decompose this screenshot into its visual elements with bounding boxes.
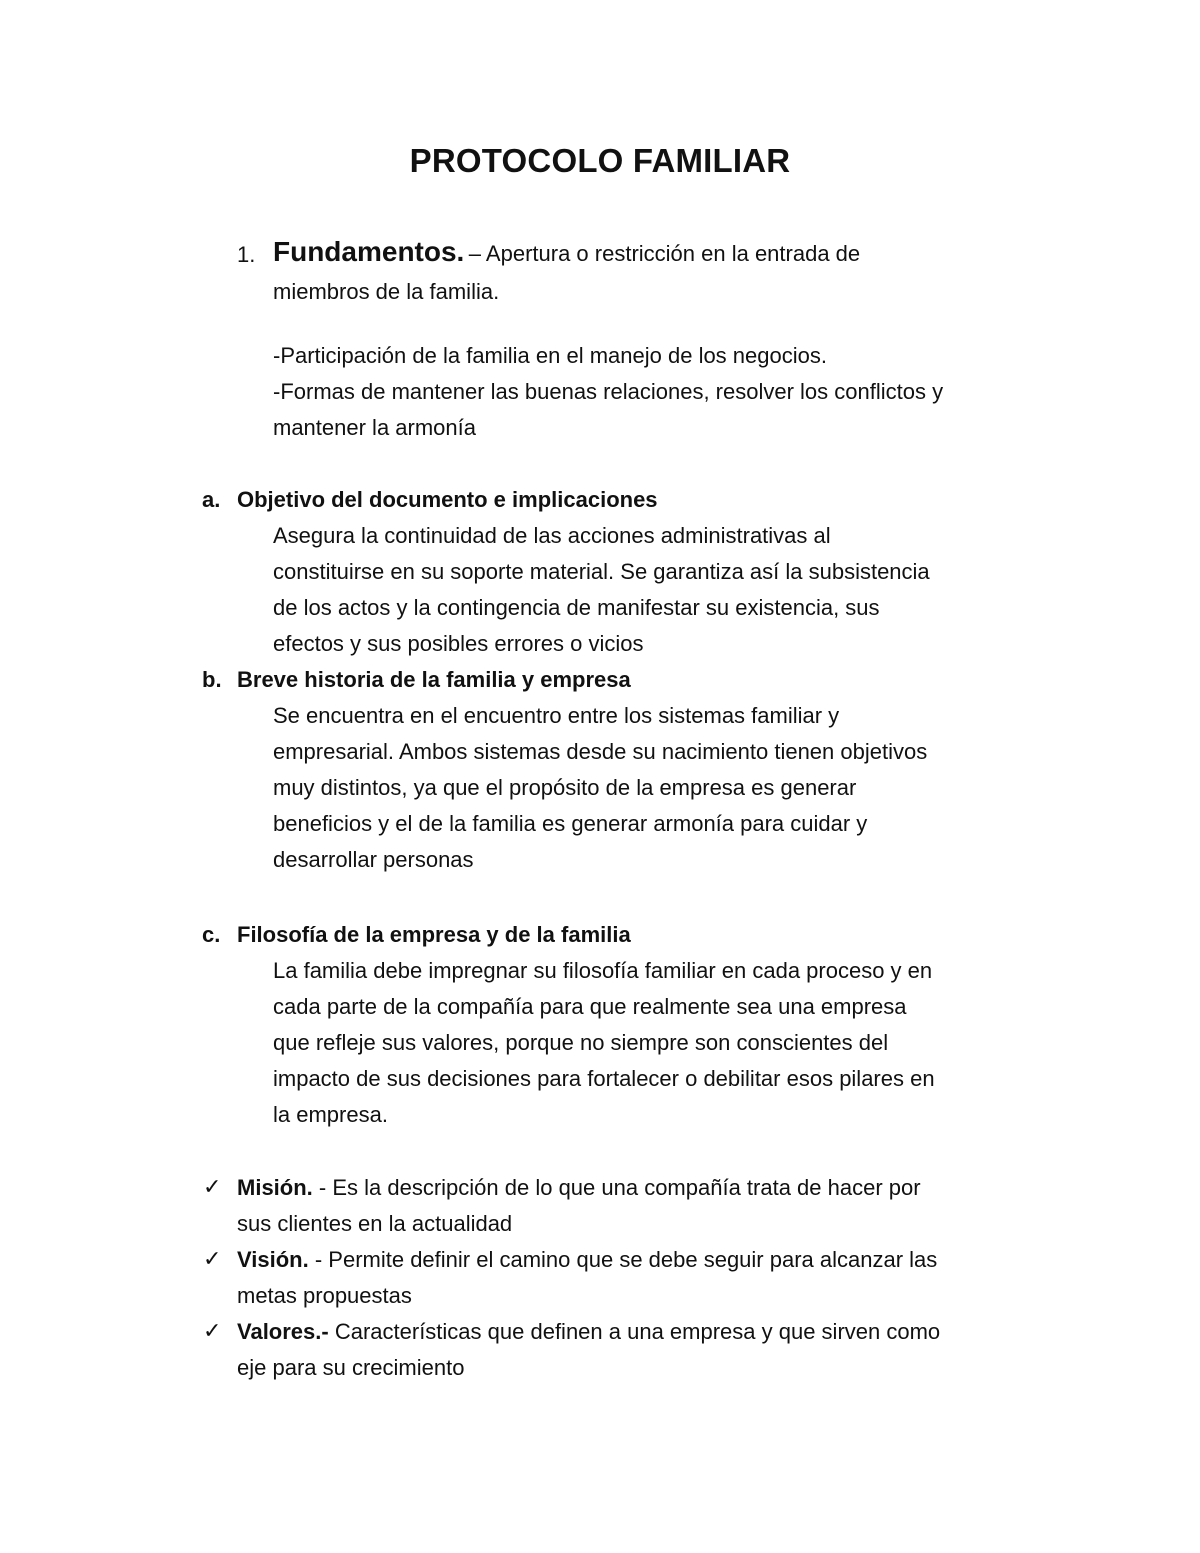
item-c-heading: Filosofía de la empresa y de la familia [237,922,631,947]
mision-label: Misión. [237,1175,313,1200]
section-bullet-2-cont: mantener la armonía [273,415,476,440]
vision-text-cont: metas propuestas [237,1283,412,1308]
check-icon: ✓ [203,1247,222,1272]
item-a-marker: a. [202,487,221,512]
section-bullet-1: -Participación de la familia en el manejo de los negocios. [273,343,827,368]
item-b-marker: b. [202,667,222,692]
mision-text: - Es la descripción de lo que una compañía trata de hacer por [312,1175,921,1200]
section-bullet-2: -Formas de mantener las buenas relaciones, resolver los conflictos y [273,379,944,404]
item-a-line: Asegura la continuidad de las acciones administrativas al [273,523,831,548]
item-b-line: muy distintos, ya que el propósito de la empresa es generar [273,775,857,800]
item-a-line: de los actos y la contingencia de manifestar su existencia, sus [273,595,880,620]
item-b-heading: Breve historia de la familia y empresa [237,667,631,692]
item-c-line: que refleje sus valores, porque no siempre son conscientes del [273,1030,889,1055]
vision-label: Visión. [237,1247,309,1272]
mision-text-cont: sus clientes en la actualidad [237,1211,513,1236]
item-c-marker: c. [202,922,221,947]
section-intro: – Apertura o restricción en la entrada de [468,241,861,266]
item-b-line: desarrollar personas [273,847,474,872]
section-number: 1. [237,242,256,267]
item-a-heading: Objetivo del documento e implicaciones [237,487,658,512]
check-icon: ✓ [203,1175,222,1200]
item-a-line: efectos y sus posibles errores o vicios [273,631,644,656]
vision-line [237,1242,937,1278]
section-intro-cont: miembros de la familia. [273,279,500,304]
section-1-line [273,236,860,272]
check-icon: ✓ [203,1319,222,1344]
vision-text: - Permite definir el camino que se debe seguir para alcanzar las [308,1247,938,1272]
item-c-line: La familia debe impregnar su filosofía familiar en cada proceso y en [273,958,933,983]
valores-label: Valores.- [237,1319,329,1344]
item-c-line: cada parte de la compañía para que realmente sea una empresa [273,994,907,1019]
item-c-line: la empresa. [273,1102,388,1127]
item-b-line: Se encuentra en el encuentro entre los sistemas familiar y [273,703,840,728]
valores-text: Características que definen a una empresa y que sirven como [328,1319,941,1344]
section-heading: Fundamentos. [273,236,465,267]
item-c-line: impacto de sus decisiones para fortalecer o debilitar esos pilares en [273,1066,935,1091]
valores-text-cont: eje para su crecimiento [237,1355,465,1380]
item-b-line: beneficios y el de la familia es generar armonía para cuidar y [273,811,868,836]
page-title: PROTOCOLO FAMILIAR [409,142,791,179]
item-a-line: constituirse en su soporte material. Se garantiza así la subsistencia [273,559,930,584]
mision-line [237,1170,921,1206]
valores-line [237,1314,940,1350]
item-b-line: empresarial. Ambos sistemas desde su nacimiento tienen objetivos [273,739,928,764]
